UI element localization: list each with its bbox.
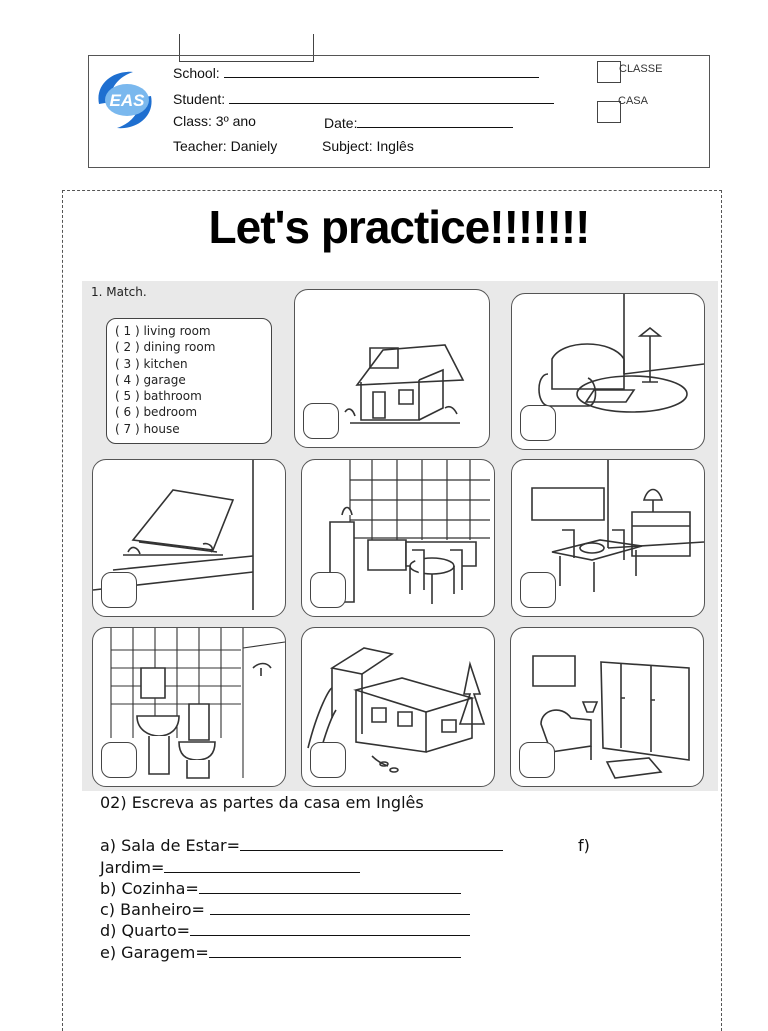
school-label: School: [173, 65, 220, 81]
jardim-blank[interactable] [164, 858, 360, 873]
teacher-label: Teacher: Daniely [173, 138, 278, 154]
student-blank[interactable] [229, 89, 554, 104]
jardim-label: Jardim= [100, 858, 165, 877]
picture-bathroom [92, 627, 286, 787]
answer-box[interactable] [310, 572, 346, 608]
worksheet-title: Let's practice!!!!!!! [208, 201, 590, 253]
classe-label: CLASSE [619, 63, 663, 75]
line-c-label: c) Banheiro= [100, 900, 205, 919]
line-b-label: b) Cozinha= [100, 879, 199, 898]
line-e-blank[interactable] [209, 943, 461, 958]
line-d-blank[interactable] [190, 921, 470, 936]
exercise-2-heading: 02) Escreva as partes da casa em Inglês [100, 793, 424, 812]
picture-garage [92, 459, 286, 617]
picture-living-room [511, 293, 705, 450]
line-d-label: d) Quarto= [100, 921, 191, 940]
school-logo [91, 66, 163, 134]
picture-kitchen [301, 459, 495, 617]
line-a-label: a) Sala de Estar= [100, 836, 241, 855]
answer-line-b [100, 879, 461, 898]
line-c-blank[interactable] [210, 900, 470, 915]
answer-line-jardim [100, 858, 360, 877]
answer-box[interactable] [101, 572, 137, 608]
line-b-blank[interactable] [199, 879, 461, 894]
answer-line-a [100, 836, 503, 855]
vocab-item: ( 3 ) kitchen [115, 356, 188, 371]
vocab-item: ( 5 ) bathroom [115, 389, 202, 404]
date-label: Date: [324, 115, 358, 131]
vocab-item: ( 2 ) dining room [115, 340, 216, 355]
line-f-label: f) [578, 836, 590, 855]
answer-box[interactable] [520, 572, 556, 608]
answer-box[interactable] [520, 405, 556, 441]
school-blank[interactable] [224, 63, 539, 78]
classe-checkbox[interactable] [597, 61, 621, 83]
student-label: Student: [173, 91, 226, 107]
casa-label: CASA [618, 95, 648, 107]
student-field [173, 89, 554, 107]
school-field [173, 63, 539, 81]
vocab-item: ( 6 ) bedroom [115, 405, 198, 420]
picture-bedroom [510, 627, 704, 787]
vocab-item: ( 1 ) living room [115, 324, 211, 338]
picture-house-with-trees [301, 627, 495, 787]
vocab-item: ( 7 ) house [115, 421, 180, 436]
answer-box[interactable] [310, 742, 346, 778]
line-e-label: e) Garagem= [100, 943, 209, 962]
vocab-item: ( 4 ) garage [115, 372, 186, 387]
answer-line-d [100, 921, 470, 940]
answer-box[interactable] [303, 403, 339, 439]
answer-box[interactable] [101, 742, 137, 778]
class-label: Class: 3º ano [173, 113, 256, 129]
date-field [324, 113, 513, 131]
vocabulary-list [106, 318, 272, 444]
picture-house [294, 289, 490, 448]
subject-label: Subject: Inglês [322, 138, 414, 154]
logo-text: EAS [109, 91, 145, 110]
answer-line-c [100, 900, 470, 919]
exercise-1-heading: 1. Match. [91, 285, 147, 299]
picture-dining-room [511, 459, 705, 617]
line-a-blank[interactable] [240, 836, 503, 851]
answer-line-e [100, 943, 461, 962]
answer-box[interactable] [519, 742, 555, 778]
date-blank[interactable] [357, 113, 513, 128]
